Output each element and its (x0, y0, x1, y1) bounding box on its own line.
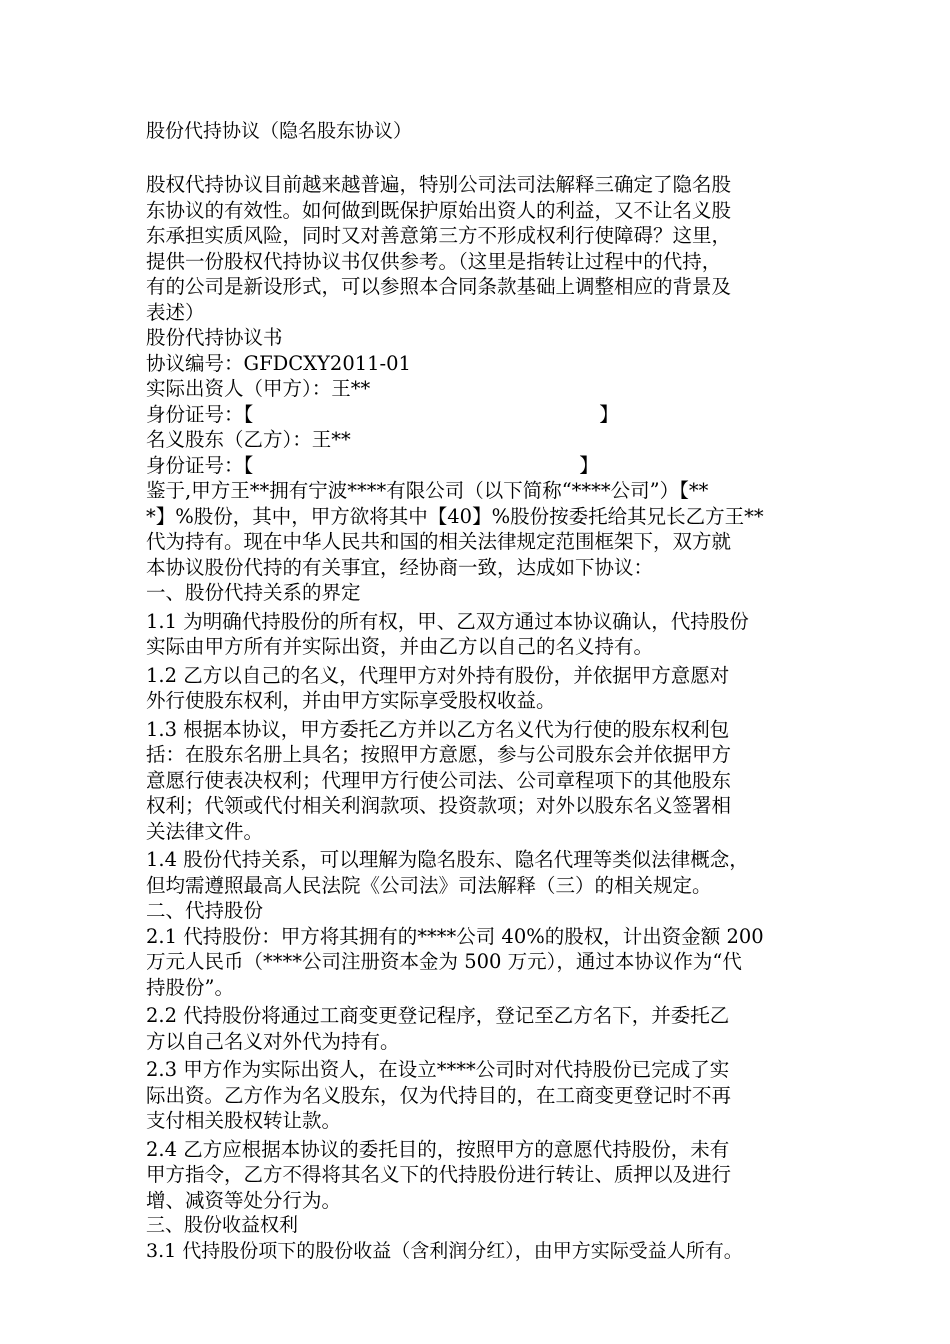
party-b-id-label: 身份证号：【 (146, 453, 254, 477)
party-b-id (146, 453, 826, 479)
clause-line: 方以自己名义对外代为持有。 (146, 1029, 400, 1053)
clause-line: 关法律文件。 (146, 819, 264, 843)
agreement-title: 股份代持协议书 (146, 326, 283, 349)
clause-line: 2.2 代持股份将通过工商变更登记程序，登记至乙方名下，并委托乙 (146, 1004, 730, 1027)
section-1 (146, 580, 826, 898)
intro-line: 股权代持协议目前越来越普遍，特别公司法司法解释三确定了隐名股 (146, 173, 732, 196)
clause-line: 2.3 甲方作为实际出资人，在设立****公司时对代持股份已完成了实 (146, 1058, 730, 1081)
clause-2-1 (146, 924, 826, 1001)
party-a-id-blank (253, 402, 599, 428)
intro-line: 东承担实质风险，同时又对善意第三方不形成权利行使障碍？这里， (146, 224, 732, 247)
clause-line: 支付相关股权转让款。 (146, 1109, 342, 1132)
document-page (146, 118, 826, 1264)
recital-paragraph (146, 478, 826, 580)
clause-2-2 (146, 1003, 826, 1054)
clause-line: 1.1 为明确代持股份的所有权，甲、乙双方通过本协议确认，代持股份 (146, 609, 749, 633)
recital-line: 鉴于,甲方王**拥有宁波****有限公司（以下简称“****公司”）【** (146, 479, 709, 502)
party-b-id-close: 】 (579, 453, 599, 477)
clause-line: 但均需遵照最高人民法院《公司法》司法解释（三）的相关规定。 (146, 873, 712, 897)
clause-line: 括：在股东名册上具名；按照甲方意愿，参与公司股东会并依据甲方 (146, 743, 732, 766)
intro-paragraph (146, 172, 826, 325)
clause-line: 1.3 根据本协议，甲方委托乙方并以乙方名义代为行使的股东权利包 (146, 717, 730, 741)
party-b-id-blank (253, 453, 579, 479)
clause-line: 3.1 代持股份项下的股份收益（含利润分红），由甲方实际受益人所有。 (146, 1239, 743, 1262)
intro-line: 东协议的有效性。如何做到既保护原始出资人的利益，又不让名义股 (146, 198, 732, 222)
clause-2-4 (146, 1137, 826, 1214)
clause-line: 甲方指令，乙方不得将其名义下的代持股份进行转让、质押以及进行 (146, 1163, 732, 1186)
clause-line: 意愿行使表决权利；代理甲方行使公司法、公司章程项下的其他股东 (146, 768, 732, 792)
clause-line: 际出资。乙方作为名义股东，仅为代持目的，在工商变更登记时不再 (146, 1083, 732, 1107)
clause-line: 1.2 乙方以自己的名义，代理甲方对外持有股份，并依据甲方意愿对 (146, 663, 730, 687)
section-heading: 二、代持股份 (146, 899, 264, 922)
clause-line: 权利；代领或代付相关利润款项、投资款项；对外以股东名义签署相 (146, 794, 732, 817)
clause-1-4 (146, 847, 826, 898)
party-a-id-close: 】 (599, 402, 619, 426)
clause-line: 1.4 股份代持关系，可以理解为隐名股东、隐名代理等类似法律概念， (146, 848, 749, 871)
section-heading: 三、股份收益权利 (146, 1214, 299, 1236)
clause-1-1 (146, 609, 826, 660)
section-3 (146, 1213, 826, 1264)
party-a-id-label: 身份证号：【 (146, 402, 254, 426)
spacer (146, 144, 826, 172)
clause-line: 实际由甲方所有并实际出资，并由乙方以自己的名义持有。 (146, 635, 654, 658)
agreement-number: 协议编号：GFDCXY2011-01 (146, 351, 411, 375)
intro-line: 提供一份股权代持协议书仅供参考。（这里是指转让过程中的代持， (146, 249, 722, 273)
clause-line: 2.1 代持股份：甲方将其拥有的****公司 40%的股权，计出资金额 200 (146, 924, 764, 948)
header-block (146, 325, 826, 478)
clause-line: 万元人民币（****公司注册资本金为 500 万元），通过本协议作为“代 (146, 950, 742, 973)
clause-line: 增、减资等处分行为。 (146, 1188, 342, 1212)
document-title: 股份代持协议（隐名股东协议） (146, 120, 413, 142)
clause-line: 2.4 乙方应根据本协议的委托目的，按照甲方的意愿代持股份，未有 (146, 1137, 730, 1161)
clause-line: 外行使股东权利，并由甲方实际享受股权收益。 (146, 689, 556, 712)
intro-line: 有的公司是新设形式，可以参照本合同条款基础上调整相应的背景及 (146, 275, 732, 298)
recital-line: 本协议股份代持的有关事宜，经协商一致，达成如下协议： (146, 555, 654, 579)
clause-line: 持股份”。 (146, 975, 234, 999)
recital-line: 代为持有。现在中华人民共和国的相关法律规定范围框架下，双方就 (146, 530, 732, 553)
clause-1-3 (146, 717, 826, 845)
section-heading: 一、股份代持关系的界定 (146, 581, 361, 604)
clause-2-3 (146, 1057, 826, 1134)
party-a: 实际出资人（甲方）：王** (146, 377, 371, 400)
clause-1-2 (146, 663, 826, 714)
party-a-id (146, 402, 826, 428)
section-2 (146, 898, 826, 1213)
party-b: 名义股东（乙方）：王** (146, 428, 351, 451)
intro-line: 表述） (146, 300, 205, 324)
recital-line: *】%股份，其中，甲方欲将其中【40】%股份按委托给其兄长乙方王** (146, 504, 764, 528)
clause-3-1 (146, 1239, 826, 1265)
